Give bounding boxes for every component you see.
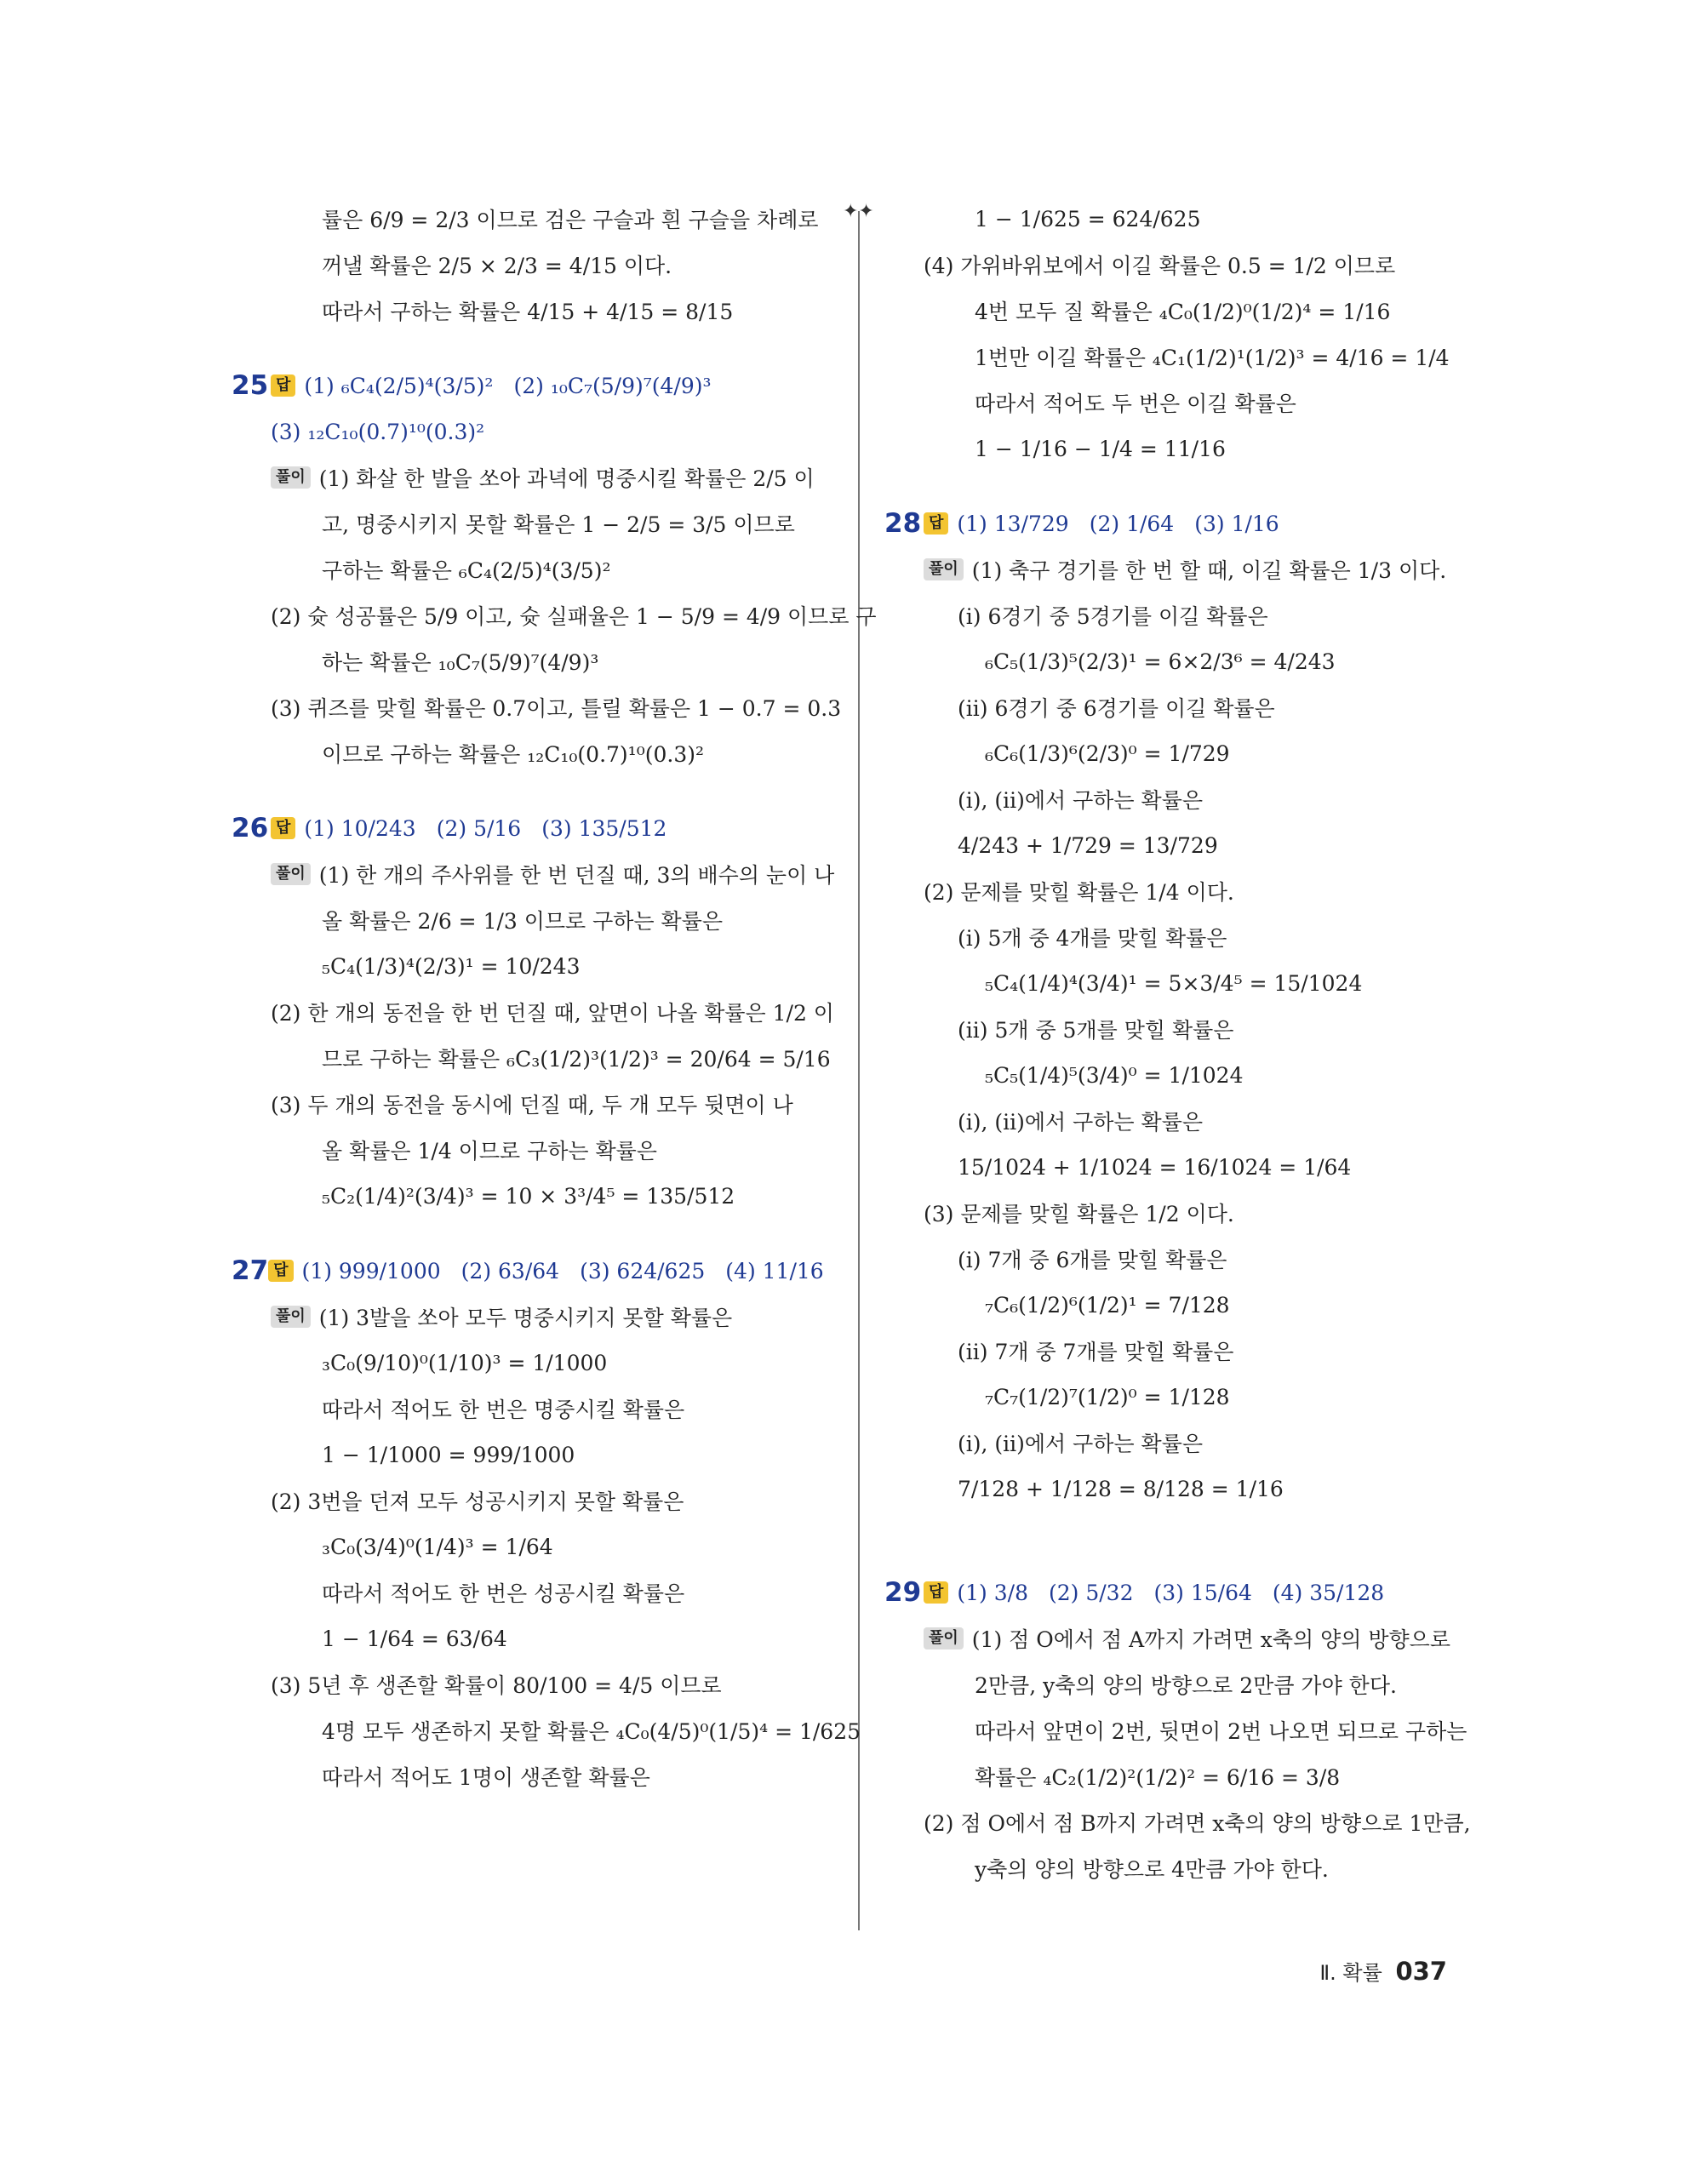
solution-line xyxy=(924,822,1451,868)
line-text: 따라서 적어도 두 번은 이길 확률은 xyxy=(975,392,1296,416)
line-text: ₇C₇(1/2)⁷(1/2)⁰ = 1/128 xyxy=(985,1384,1230,1409)
solution-line xyxy=(271,1340,824,1386)
answer-badge: 답 xyxy=(271,374,295,397)
line-text: (i) 7개 중 6개를 맞힐 확률은 xyxy=(958,1248,1227,1272)
solution-line xyxy=(271,1081,824,1127)
line-text: 4번 모두 질 확률은 ₄C₀(1/2)⁰(1/2)⁴ = 1/16 xyxy=(975,300,1391,324)
solution-badge: 풀이 xyxy=(271,466,311,489)
solution-badge: 풀이 xyxy=(271,863,311,885)
line-text: (ii) 6경기 중 6경기를 이길 확률은 xyxy=(958,696,1275,721)
line-text: (i), (ii)에서 구하는 확률은 xyxy=(958,788,1203,813)
line-text: 따라서 적어도 1명이 생존할 확률은 xyxy=(322,1765,650,1790)
line-text: (1) 화살 한 발을 쏘아 과녁에 명중시킬 확률은 2/5 이 xyxy=(318,466,815,491)
answer-item: (4) 35/128 xyxy=(1272,1580,1385,1605)
line-text: 1 − 1/64 = 63/64 xyxy=(322,1626,507,1651)
problem-number: 28 xyxy=(884,508,922,539)
solution-line xyxy=(924,242,1451,288)
line-text: (3) 두 개의 동전을 동시에 던질 때, 두 개 모두 뒷면이 나 xyxy=(271,1093,793,1118)
problem-number: 26 xyxy=(232,813,269,843)
column-divider xyxy=(858,211,860,1930)
line-text: (3) 문제를 맞힐 확률은 1/2 이다. xyxy=(924,1202,1234,1226)
solution-line xyxy=(271,409,824,455)
line-text: 1번만 이길 확률은 ₄C₁(1/2)¹(1/2)³ = 4/16 = 1/4 xyxy=(975,346,1450,370)
line-text: 확률은 ₄C₂(1/2)²(1/2)² = 6/16 = 3/8 xyxy=(975,1765,1341,1790)
line-text: (1) 점 O에서 점 A까지 가려면 x축의 양의 방향으로 xyxy=(971,1627,1450,1652)
solution-line xyxy=(924,1052,1451,1098)
line-text: ₃C₀(3/4)⁰(1/4)³ = 1/64 xyxy=(322,1534,553,1559)
solution-line xyxy=(924,546,1451,592)
solution-line xyxy=(271,1294,824,1340)
answer-badge: 답 xyxy=(268,1260,293,1282)
line-text: ₇C₆(1/2)⁶(1/2)¹ = 7/128 xyxy=(985,1292,1230,1318)
line-text: 하는 확률은 ₁₀C₇(5/9)⁷(4/9)³ xyxy=(322,650,599,675)
line-text: (ii) 7개 중 7개를 맞힐 확률은 xyxy=(958,1340,1234,1364)
line-text: (3) ₁₂C₁₀(0.7)¹⁰(0.3)² xyxy=(271,419,485,444)
solution-line xyxy=(271,288,824,334)
line-text: 1 − 1/16 − 1/4 = 11/16 xyxy=(975,436,1226,461)
line-text: ₆C₆(1/3)⁶(2/3)⁰ = 1/729 xyxy=(985,740,1230,766)
line-text: 7/128 + 1/128 = 8/128 = 1/16 xyxy=(958,1476,1284,1501)
answer-item: (2) 1/64 xyxy=(1089,511,1175,536)
line-text: 1 − 1/625 = 624/625 xyxy=(975,206,1201,232)
solution-line xyxy=(271,684,842,730)
solution-line xyxy=(271,1386,824,1432)
solution-line xyxy=(924,1661,1451,1707)
solution-line xyxy=(271,851,835,897)
answer-header xyxy=(232,363,824,409)
solution-line xyxy=(271,242,824,288)
solution-line xyxy=(924,1282,1451,1328)
solution-line xyxy=(924,1753,1451,1799)
line-text: 4/243 + 1/729 = 13/729 xyxy=(958,832,1218,858)
answer-item: (3) 1/16 xyxy=(1194,511,1279,536)
answer-item: (2) 5/16 xyxy=(436,815,522,841)
answer-item: (2) ₁₀C₇(5/9)⁷(4/9)³ xyxy=(513,373,712,398)
solution-line xyxy=(924,960,1451,1006)
problem-number: 27 xyxy=(232,1255,269,1286)
spacer xyxy=(924,1541,1451,1569)
answer-item: (4) 11/16 xyxy=(725,1258,824,1284)
line-text: (3) 퀴즈를 맞힐 확률은 0.7이고, 틀릴 확률은 1 − 0.7 = 0.3 xyxy=(271,696,842,721)
line-text: 므로 구하는 확률은 ₆C₃(1/2)³(1/2)³ = 20/64 = 5/16 xyxy=(322,1047,831,1072)
line-text: 률은 6/9 = 2/3 이므로 검은 구슬과 흰 구슬을 차례로 xyxy=(322,208,819,232)
line-text: (2) 슛 성공률은 5/9 이고, 슛 실패율은 1 − 5/9 = 4/9 이므로 구 xyxy=(271,604,877,629)
solution-line xyxy=(924,196,1451,242)
line-text: 꺼낼 확률은 2/5 × 2/3 = 4/15 이다. xyxy=(322,254,672,278)
answer-item: (1) 999/1000 xyxy=(301,1258,441,1284)
footer-section: Ⅱ. 확률 xyxy=(1319,1961,1382,1985)
solution-line xyxy=(271,638,824,684)
line-text: (1) 한 개의 주사위를 한 번 던질 때, 3의 배수의 눈이 나 xyxy=(318,863,835,888)
solution-line xyxy=(924,426,1451,472)
line-text: ₅C₅(1/4)⁵(3/4)⁰ = 1/1024 xyxy=(985,1062,1244,1088)
line-text: (1) 축구 경기를 한 번 할 때, 이길 확률은 1/3 이다. xyxy=(971,558,1447,583)
spacer xyxy=(924,472,1451,500)
spacer xyxy=(271,1219,824,1248)
line-text: 고, 명중시키지 못할 확률은 1 − 2/5 = 3/5 이므로 xyxy=(322,512,795,537)
line-text: (2) 3번을 던져 모두 성공시키지 못할 확률은 xyxy=(271,1489,684,1514)
line-text: (i), (ii)에서 구하는 확률은 xyxy=(958,1432,1203,1456)
line-text: ₆C₅(1/3)⁵(2/3)¹ = 6×2/3⁶ = 4/243 xyxy=(985,649,1336,674)
answer-header xyxy=(232,1248,824,1294)
solution-line xyxy=(924,380,1451,426)
solution-line xyxy=(924,1006,1451,1052)
solution-line xyxy=(271,897,824,943)
line-text: ₅C₄(1/4)⁴(3/4)¹ = 5×3/4⁵ = 15/1024 xyxy=(985,970,1363,996)
line-text: (1) 3발을 쏘아 모두 명중시키지 못할 확률은 xyxy=(318,1306,733,1330)
solution-line xyxy=(924,334,1451,380)
answer-item: (1) 13/729 xyxy=(957,511,1069,536)
solution-line xyxy=(924,1236,1451,1282)
solution-line xyxy=(271,592,877,638)
answer-item: (3) 15/64 xyxy=(1153,1580,1252,1605)
solution-line xyxy=(271,546,824,592)
solution-line xyxy=(924,592,1451,638)
solution-line xyxy=(924,1190,1451,1236)
solution-line xyxy=(924,1420,1451,1466)
line-text: (i), (ii)에서 구하는 확률은 xyxy=(958,1110,1203,1135)
page-number: 037 xyxy=(1395,1957,1447,1986)
solution-line xyxy=(924,776,1451,822)
line-text: (2) 점 O에서 점 B까지 가려면 x축의 양의 방향으로 1만큼, xyxy=(924,1811,1471,1836)
problem-number: 25 xyxy=(232,370,269,401)
solution-line xyxy=(271,1707,861,1753)
solution-line xyxy=(271,989,834,1035)
spacer xyxy=(924,1512,1451,1541)
right-column xyxy=(884,196,1471,1891)
solution-line xyxy=(924,730,1451,776)
solution-line xyxy=(924,1098,1451,1144)
line-text: 따라서 적어도 한 번은 성공시킬 확률은 xyxy=(322,1581,685,1606)
answer-header xyxy=(232,805,824,851)
answer-item: (1) 3/8 xyxy=(957,1580,1028,1605)
line-text: 1 − 1/1000 = 999/1000 xyxy=(322,1442,575,1467)
line-text: y축의 양의 방향으로 4만큼 가야 한다. xyxy=(975,1857,1329,1882)
answer-item: (1) ₆C₄(2/5)⁴(3/5)² xyxy=(304,373,494,398)
solution-line xyxy=(271,1524,824,1569)
line-text: (2) 한 개의 동전을 한 번 던질 때, 앞면이 나올 확률은 1/2 이 xyxy=(271,1001,834,1026)
line-text: 15/1024 + 1/1024 = 16/1024 = 1/64 xyxy=(958,1154,1352,1180)
left-column xyxy=(232,196,877,1799)
spacer xyxy=(271,776,824,805)
solution-line xyxy=(924,684,1451,730)
line-text: 따라서 앞면이 2번, 뒷면이 2번 나오면 되므로 구하는 xyxy=(975,1719,1467,1744)
solution-badge: 풀이 xyxy=(924,1627,964,1649)
answer-badge: 답 xyxy=(924,1581,948,1604)
solution-line xyxy=(924,1466,1451,1512)
solution-line xyxy=(271,943,824,989)
solution-line xyxy=(271,196,824,242)
line-text: 올 확률은 2/6 = 1/3 이므로 구하는 확률은 xyxy=(322,909,723,934)
solution-line xyxy=(924,1845,1451,1891)
solution-line xyxy=(271,455,824,500)
solution-line xyxy=(924,638,1451,684)
answer-item: (2) 63/64 xyxy=(461,1258,560,1284)
problem-number: 29 xyxy=(884,1577,922,1608)
solution-line xyxy=(271,500,824,546)
answer-badge: 답 xyxy=(924,512,948,535)
solution-line xyxy=(924,1707,1467,1753)
solution-line xyxy=(924,1374,1451,1420)
line-text: ₅C₂(1/4)²(3/4)³ = 10 × 3³/4⁵ = 135/512 xyxy=(322,1183,735,1209)
page-footer xyxy=(1319,1956,1447,1986)
line-text: (4) 가위바위보에서 이길 확률은 0.5 = 1/2 이므로 xyxy=(924,254,1396,278)
solution-line xyxy=(271,1432,824,1478)
line-text: (i) 5개 중 4개를 맞힐 확률은 xyxy=(958,926,1227,951)
line-text: (2) 문제를 맞힐 확률은 1/4 이다. xyxy=(924,880,1234,905)
solution-line xyxy=(924,1615,1451,1661)
answer-item: (1) 10/243 xyxy=(304,815,416,841)
answer-header xyxy=(884,500,1451,546)
answer-item: (3) 135/512 xyxy=(541,815,667,841)
line-text: 2만큼, y축의 양의 방향으로 2만큼 가야 한다. xyxy=(975,1673,1397,1698)
answer-item: (3) 624/625 xyxy=(580,1258,706,1284)
solution-line xyxy=(924,288,1451,334)
solution-line xyxy=(924,868,1451,914)
solution-line xyxy=(924,1328,1451,1374)
solution-line xyxy=(924,1144,1451,1190)
line-text: 올 확률은 1/4 이므로 구하는 확률은 xyxy=(322,1139,657,1163)
solution-line xyxy=(271,1569,824,1615)
divider-ornament-icon: ✦✦ xyxy=(843,201,874,222)
spacer xyxy=(271,334,824,363)
solution-line xyxy=(271,1615,824,1661)
line-text: 이므로 구하는 확률은 ₁₂C₁₀(0.7)¹⁰(0.3)² xyxy=(322,742,705,767)
answer-header xyxy=(884,1569,1451,1615)
solution-line xyxy=(271,1753,824,1799)
line-text: ₃C₀(9/10)⁰(1/10)³ = 1/1000 xyxy=(322,1350,608,1375)
line-text: (i) 6경기 중 5경기를 이길 확률은 xyxy=(958,604,1268,629)
solution-line xyxy=(271,1478,824,1524)
line-text: (ii) 5개 중 5개를 맞힐 확률은 xyxy=(958,1018,1234,1043)
solution-line xyxy=(924,1799,1471,1845)
solution-badge: 풀이 xyxy=(271,1306,311,1328)
solution-line xyxy=(271,1127,824,1173)
line-text: 구하는 확률은 ₆C₄(2/5)⁴(3/5)² xyxy=(322,558,611,583)
answer-badge: 답 xyxy=(271,817,295,839)
line-text: 따라서 적어도 한 번은 명중시킬 확률은 xyxy=(322,1398,685,1422)
solution-badge: 풀이 xyxy=(924,558,964,580)
line-text: 따라서 구하는 확률은 4/15 + 4/15 = 8/15 xyxy=(322,300,734,324)
solution-line xyxy=(271,1173,824,1219)
line-text: 4명 모두 생존하지 못할 확률은 ₄C₀(4/5)⁰(1/5)⁴ = 1/625 xyxy=(322,1719,861,1744)
line-text: (3) 5년 후 생존할 확률이 80/100 = 4/5 이므로 xyxy=(271,1673,722,1698)
solution-line xyxy=(271,1035,831,1081)
solution-line xyxy=(924,914,1451,960)
answer-item: (2) 5/32 xyxy=(1048,1580,1134,1605)
solution-line xyxy=(271,1661,824,1707)
solution-line xyxy=(271,730,824,776)
line-text: ₅C₄(1/3)⁴(2/3)¹ = 10/243 xyxy=(322,953,581,979)
